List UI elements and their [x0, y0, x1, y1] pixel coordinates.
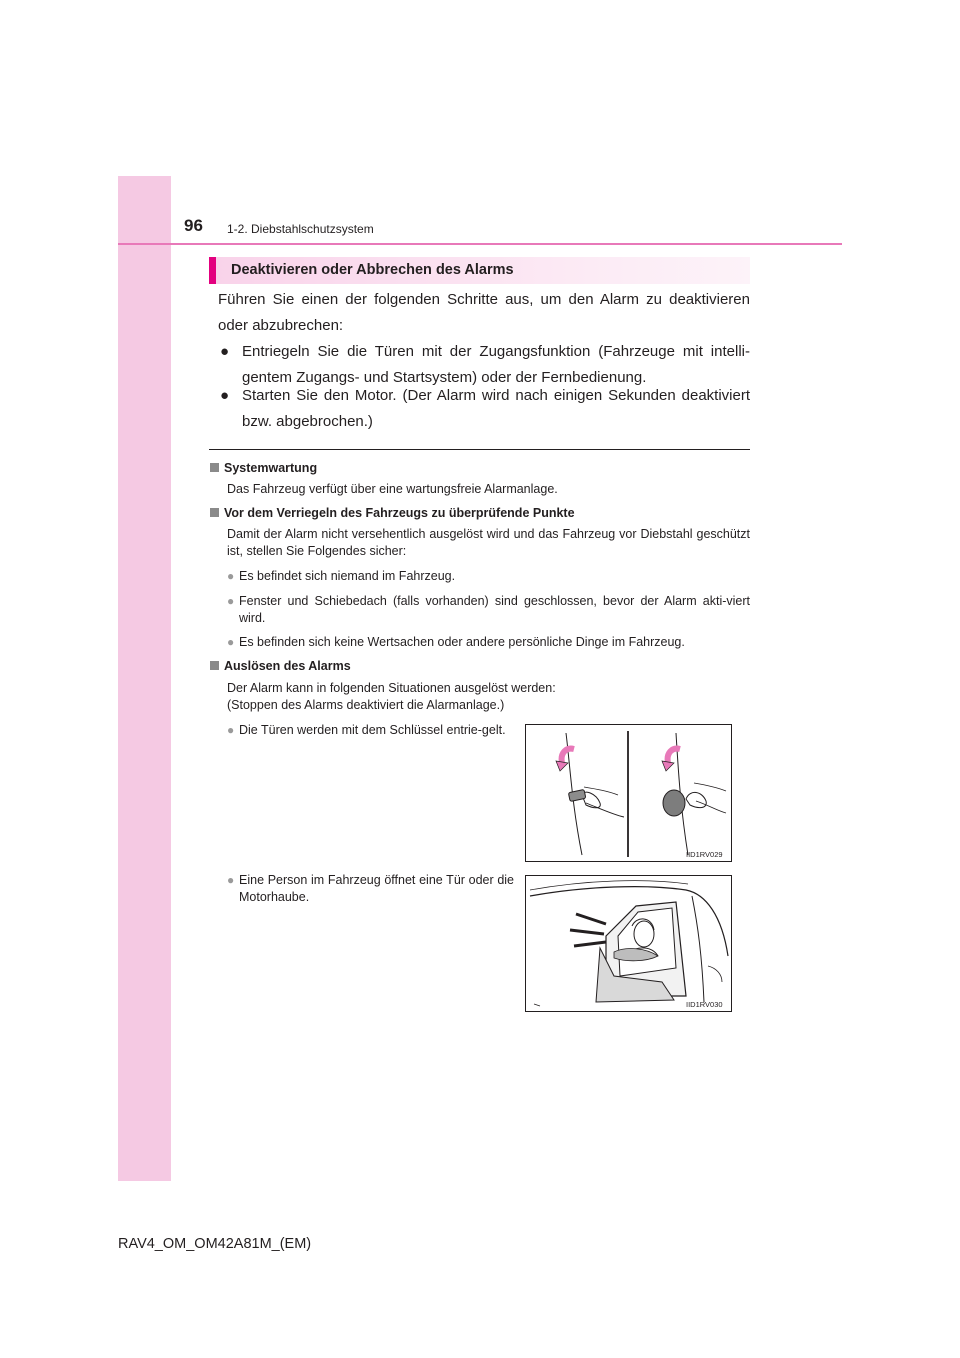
deactivate-step-2-text: Starten Sie den Motor. (Der Alarm wird nach einigen Sekunden deaktiviert bzw. abgebrochen.)	[242, 387, 750, 430]
figure-door-open	[525, 875, 732, 1012]
section-title: Deaktivieren oder Abbrechen des Alarms	[231, 262, 514, 278]
footer-document-id: RAV4_OM_OM42A81M_(EM)	[118, 1236, 312, 1252]
check-item-text: Es befinden sich keine Wertsachen oder andere persönliche Dinge im Fahrzeug.	[239, 635, 685, 649]
bullet-dot-icon: ●	[227, 635, 235, 649]
check-item-3	[227, 634, 750, 651]
trigger-item-1	[227, 722, 514, 739]
check-item-1	[227, 568, 750, 585]
chapter-title: 1-2. Diebstahlschutzsystem	[227, 222, 374, 236]
square-bullet-icon	[210, 463, 219, 472]
note-title: Auslösen des Alarms	[224, 659, 351, 673]
door-open-illustration	[526, 876, 731, 1011]
section-divider	[209, 449, 750, 450]
note-text-ausloesen-1: Der Alarm kann in folgenden Situationen ausgelöst werden:	[227, 681, 556, 695]
note-heading-ausloesen	[210, 659, 351, 673]
note-text-vor-verriegeln: Damit der Alarm nicht versehentlich ausgelöst wird und das Fahrzeug vor Diebstahl geschützt ist, stellen Sie Folgendes sicher:	[227, 527, 750, 558]
page-number: 96	[184, 216, 203, 235]
bullet-dot-icon: ●	[220, 343, 230, 360]
trigger-item-text: Eine Person im Fahrzeug öffnet eine Tür oder die Motorhaube.	[239, 873, 514, 904]
figure-code: IID1RV030	[686, 1000, 723, 1009]
deactivate-step-2	[218, 383, 750, 435]
bullet-dot-icon: ●	[220, 387, 230, 404]
bullet-dot-icon: ●	[227, 723, 235, 737]
bullet-dot-icon: ●	[227, 873, 235, 887]
note-text-systemwartung: Das Fahrzeug verfügt über eine wartungsfreie Alarmanlage.	[227, 482, 558, 496]
note-title: Systemwartung	[224, 461, 318, 475]
header-rule	[118, 243, 842, 245]
side-color-band	[118, 176, 171, 1181]
intro-text: Führen Sie einen der folgenden Schritte aus, um den Alarm zu deaktivieren oder abzubrechen:	[218, 291, 750, 334]
check-item-2	[227, 593, 750, 627]
square-bullet-icon	[210, 661, 219, 670]
bullet-dot-icon: ●	[227, 594, 235, 608]
section-heading-box	[209, 257, 750, 284]
trigger-item-2	[227, 872, 514, 906]
note-heading-systemwartung	[210, 461, 317, 475]
note-heading-vor-verriegeln	[210, 506, 575, 520]
square-bullet-icon	[210, 508, 219, 517]
note-text-ausloesen-2: (Stoppen des Alarms deaktiviert die Alarmanlage.)	[227, 698, 505, 712]
check-item-text: Fenster und Schiebedach (falls vorhanden) sind geschlossen, bevor der Alarm akti-viert wird.	[239, 594, 750, 625]
check-item-text: Es befindet sich niemand im Fahrzeug.	[239, 569, 456, 583]
trigger-item-text: Die Türen werden mit dem Schlüssel entrie-gelt.	[239, 723, 506, 737]
key-unlock-illustration	[526, 725, 731, 861]
figure-code: IID1RV029	[686, 850, 723, 859]
figure-key-unlock	[525, 724, 732, 862]
deactivate-step-1-text: Entriegeln Sie die Türen mit der Zugangsfunktion (Fahrzeuge mit intelli-gentem Zugangs- und Startsystem) oder der Fernbedienung.	[242, 343, 750, 386]
bullet-dot-icon: ●	[227, 569, 235, 583]
note-title: Vor dem Verriegeln des Fahrzeugs zu überprüfende Punkte	[224, 506, 575, 520]
